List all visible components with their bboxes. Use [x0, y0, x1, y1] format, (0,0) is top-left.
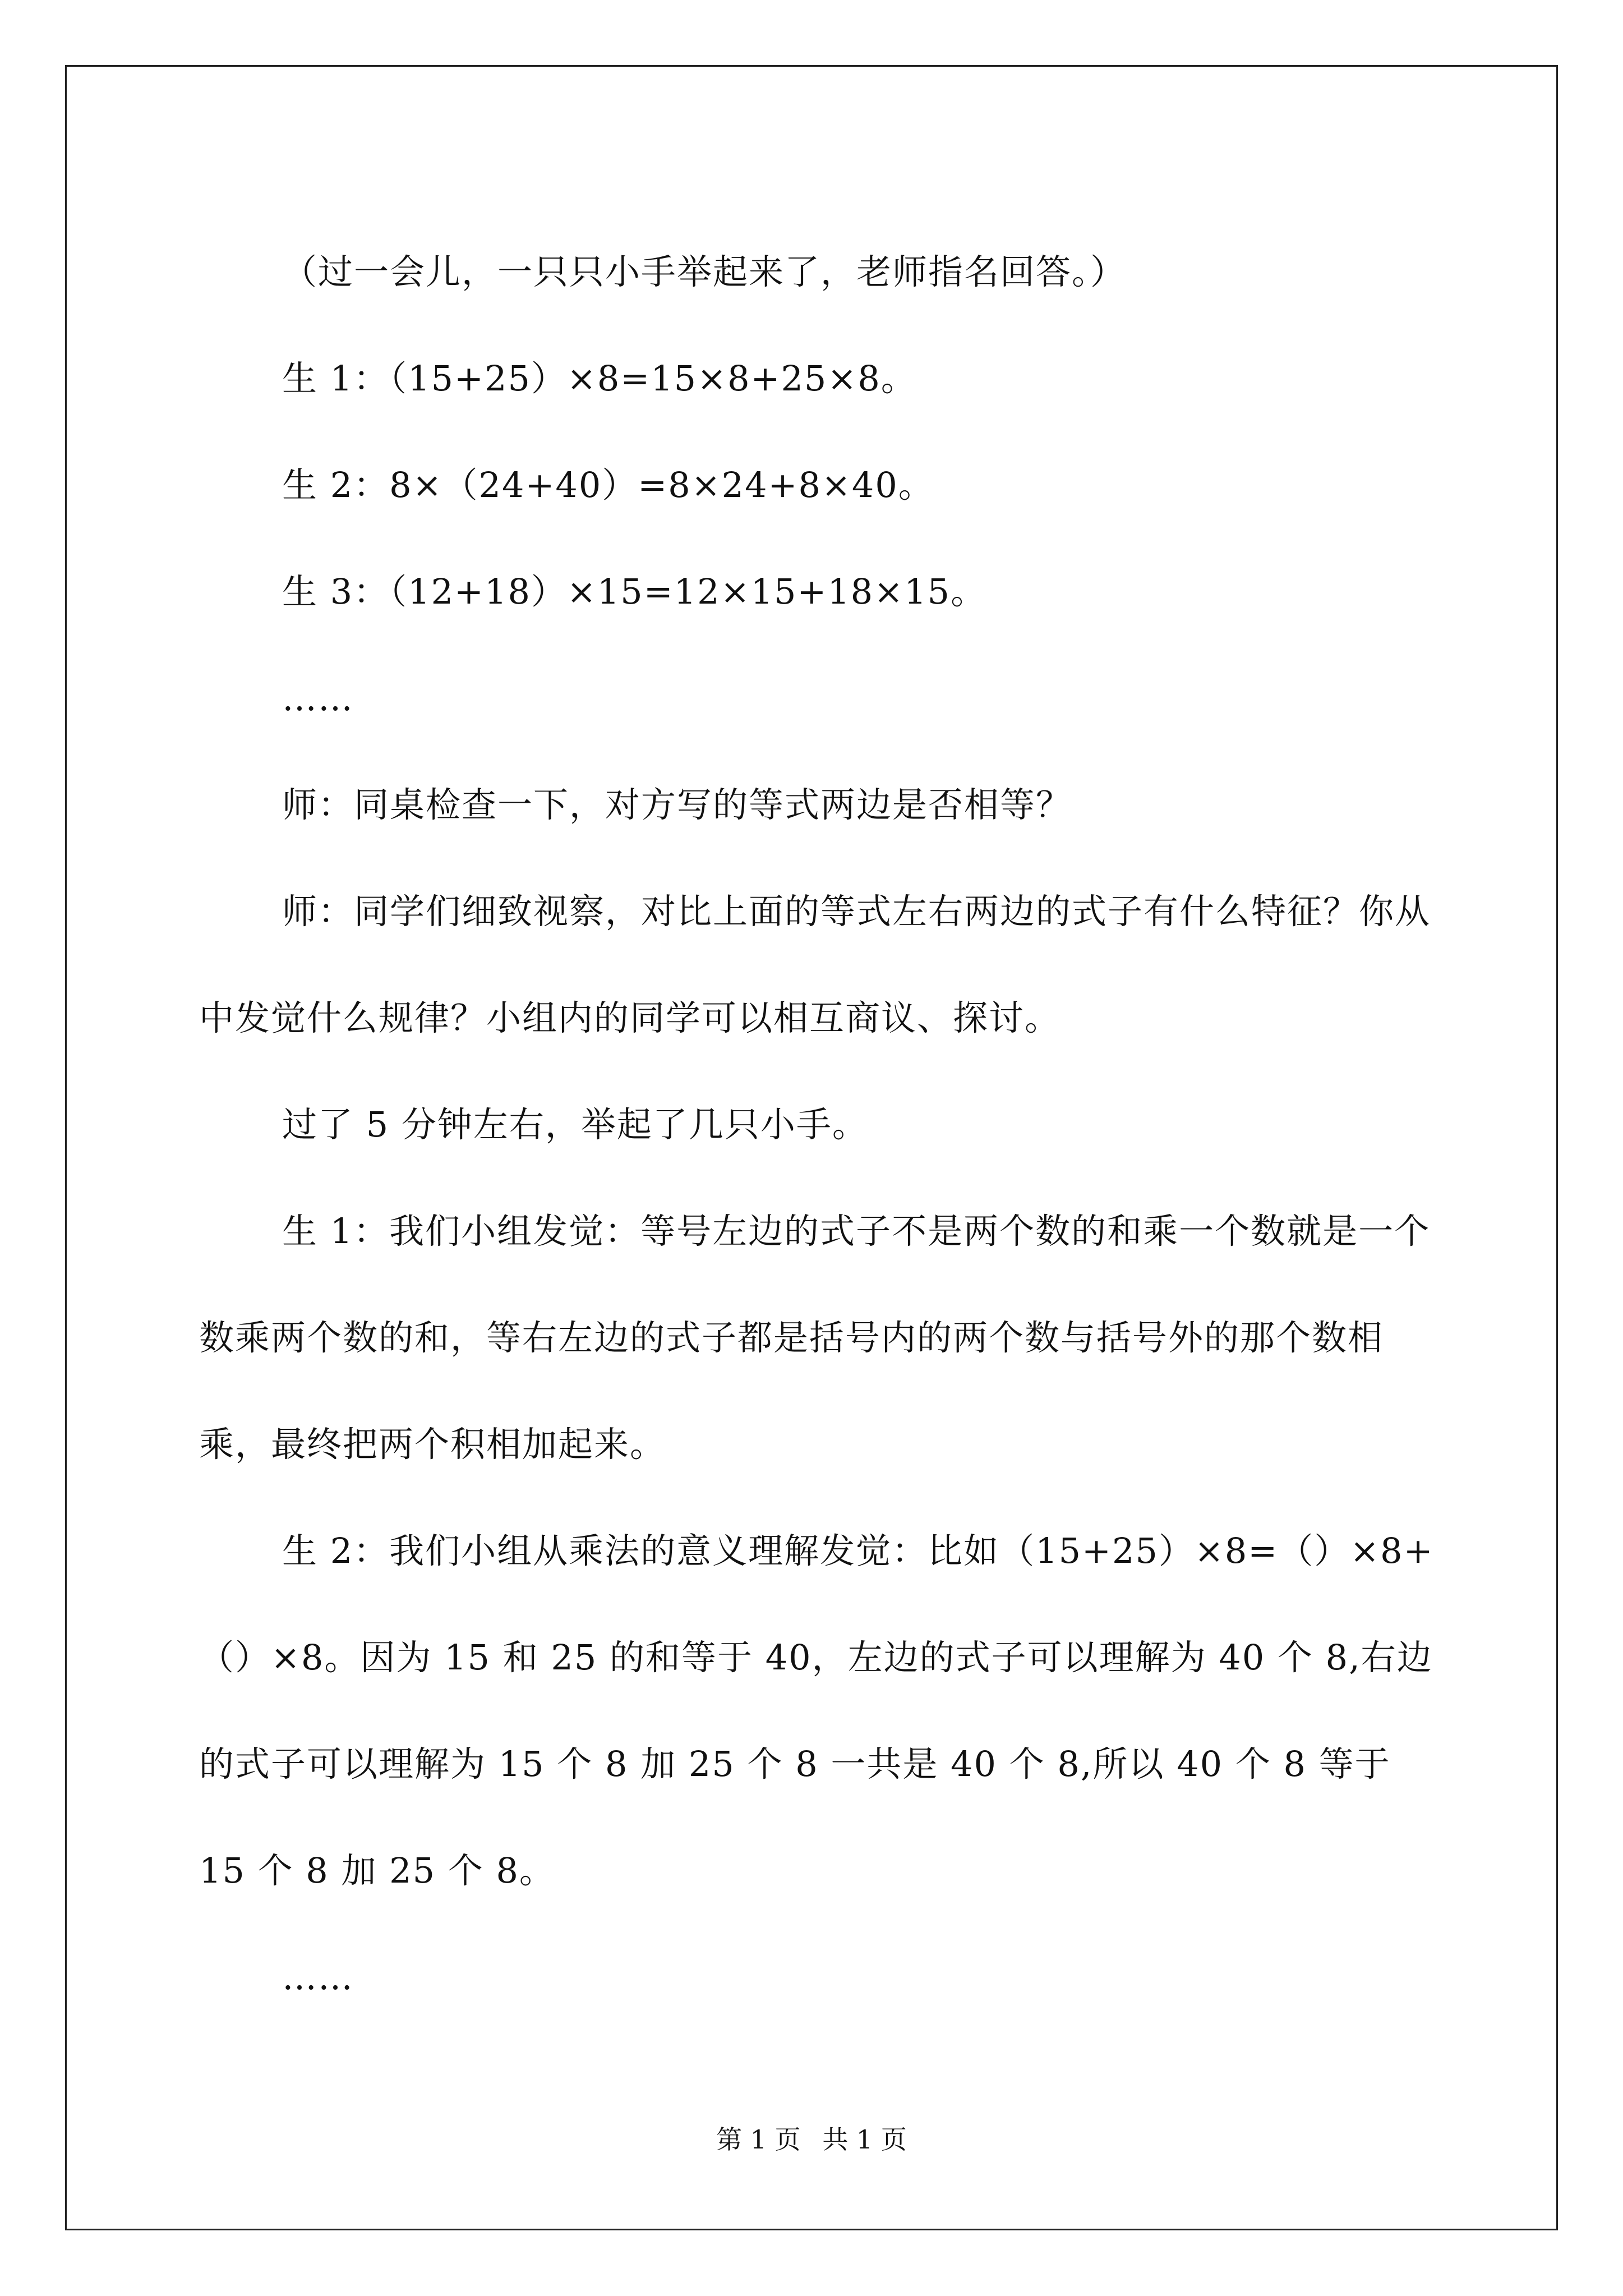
- paragraph: （过一会儿，一只只小手举起来了，老师指名回答。）: [282, 251, 1127, 292]
- paragraph: 生 1：（15+25）×8=15×8+25×8。: [282, 358, 917, 399]
- paragraph: ……: [282, 678, 354, 719]
- paragraph: ……: [282, 1957, 354, 1998]
- paragraph: 生 2：我们小组从乘法的意义理解发觉：比如（15+25）×8=（）×8+（）×8。因为 15 和 25 的和等于 40，左边的式子可以理解为 40 个 8,右边的式子可以理解为 15 个 8 加 25 个 8 一共是 40 个 8,所以 40 个 8 等于 15 个 8 加 25 个 8。: [199, 1530, 1434, 1891]
- page-number: 第 1 页: [716, 2124, 801, 2155]
- paragraph: 过了 5 分钟左右，举起了几只小手。: [282, 1104, 868, 1145]
- page-footer: [0, 2119, 1623, 2156]
- paragraph: 生 1：我们小组发觉：等号左边的式子不是两个数的和乘一个数就是一个数乘两个数的和，等右左边的式子都是括号内的两个数与括号外的那个数相乘，最终把两个积相加起来。: [199, 1211, 1431, 1465]
- document-body: [199, 219, 1436, 2031]
- paragraph: 师：同学们细致视察，对比上面的等式左右两边的式子有什么特征？你从中发觉什么规律？小组内的同学可以相互商议、探讨。: [199, 891, 1431, 1038]
- paragraph: 生 2：8×（24+40）=8×24+8×40。: [282, 464, 934, 505]
- paragraph: 生 3：（12+18）×15=12×15+18×15。: [282, 571, 987, 612]
- page-total: 共 1 页: [822, 2124, 907, 2155]
- paragraph: 师：同桌检查一下，对方写的等式两边是否相等？: [282, 784, 1072, 825]
